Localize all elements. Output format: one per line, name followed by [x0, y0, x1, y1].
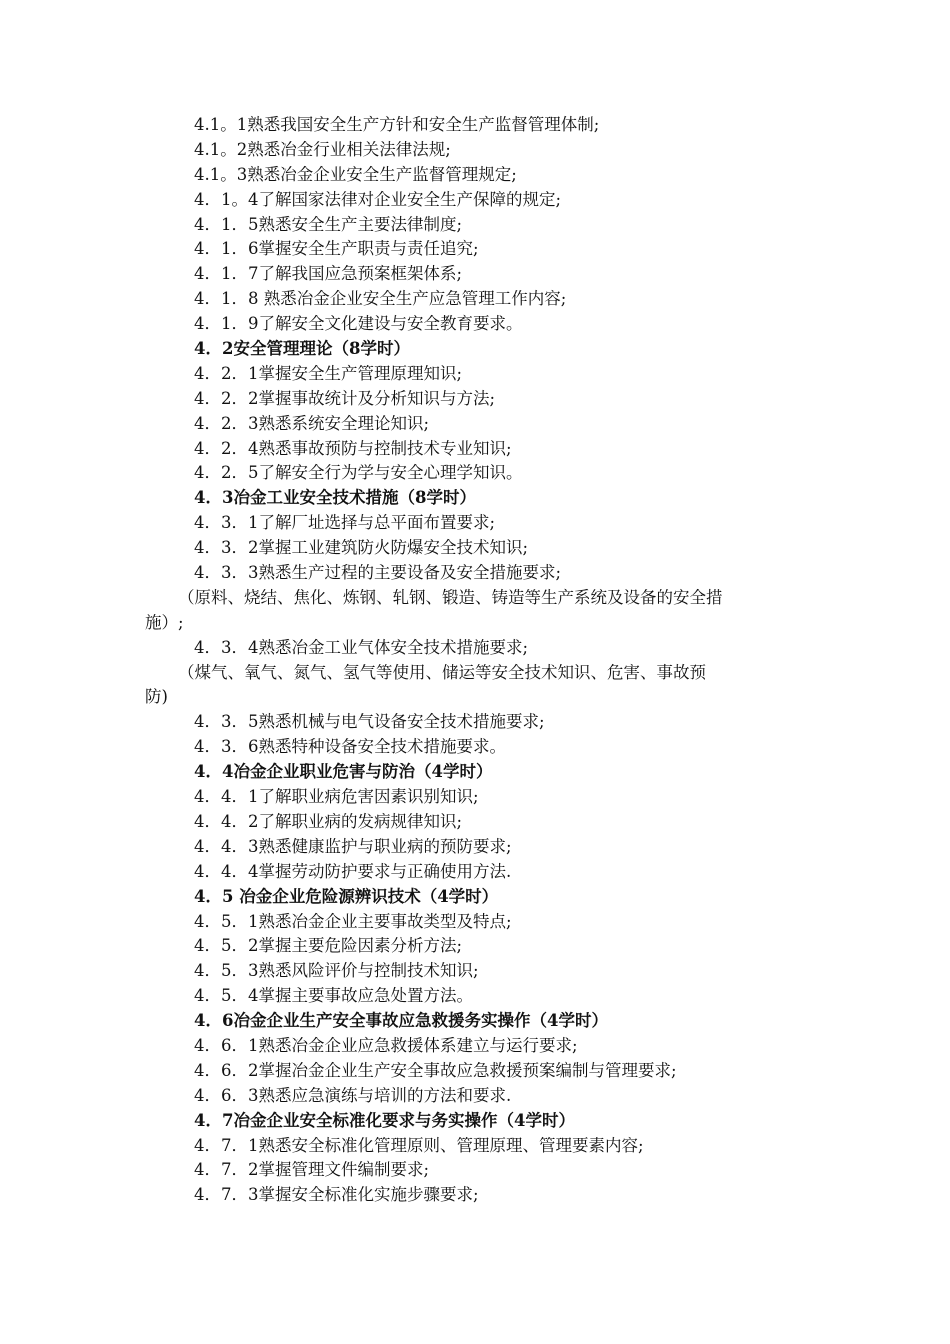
note-line: （煤气、氧气、氮气、氢气等使用、储运等安全技术知识、危害、事故预 — [178, 662, 706, 682]
list-item: 4．2．4熟悉事故预防与控制技术专业知识; — [194, 438, 512, 458]
section-heading: 4．6冶金企业生产安全事故应急救援务实操作（4学时） — [194, 1011, 608, 1031]
list-item: 4．7．3掌握安全标准化实施步骤要求; — [194, 1185, 479, 1205]
note-line: （原料、烧结、焦化、炼钢、轧钢、锻造、铸造等生产系统及设备的安全措 — [178, 587, 723, 607]
list-item: 4．6．3熟悉应急演练与培训的方法和要求. — [194, 1085, 512, 1105]
list-item: 4．2．1掌握安全生产管理原理知识; — [194, 363, 463, 383]
list-item: 4．3．5熟悉机械与电气设备安全技术措施要求; — [194, 712, 545, 732]
list-item: 4．1．6掌握安全生产职责与责任追究; — [194, 239, 479, 259]
list-item: 4．1。4了解国家法律对企业安全生产保障的规定; — [194, 189, 562, 209]
list-item: 4．3．3熟悉生产过程的主要设备及安全措施要求; — [194, 563, 562, 583]
list-item: 4．5．1熟悉冶金企业主要事故类型及特点; — [194, 911, 512, 931]
list-item: 4．1．5熟悉安全生产主要法律制度; — [194, 214, 463, 234]
list-item: 4．5．4掌握主要事故应急处置方法。 — [194, 986, 473, 1006]
note-line: 防) — [145, 687, 168, 707]
list-item: 4．1．8 熟悉冶金企业安全生产应急管理工作内容; — [194, 289, 567, 309]
list-item: 4．7．2掌握管理文件编制要求; — [194, 1160, 430, 1180]
section-heading: 4．4冶金企业职业危害与防治（4学时） — [194, 762, 493, 782]
list-item: 4．4．3熟悉健康监护与职业病的预防要求; — [194, 836, 512, 856]
list-item: 4．2．2掌握事故统计及分析知识与方法; — [194, 388, 496, 408]
list-item: 4．2．5了解安全行为学与安全心理学知识。 — [194, 463, 523, 483]
list-item: 4．4．1了解职业病危害因素识别知识; — [194, 787, 479, 807]
list-item: 4．5．2掌握主要危险因素分析方法; — [194, 936, 463, 956]
list-item: 4.1。2熟悉冶金行业相关法律法规; — [194, 139, 451, 159]
list-item: 4．2．3熟悉系统安全理论知识; — [194, 413, 430, 433]
list-item: 4．3．2掌握工业建筑防火防爆安全技术知识; — [194, 538, 529, 558]
note-line: 施）; — [145, 612, 184, 632]
list-item: 4．3．1了解厂址选择与总平面布置要求; — [194, 513, 496, 533]
list-item: 4．4．2了解职业病的发病规律知识; — [194, 811, 463, 831]
section-heading: 4．2安全管理理论（8学时） — [194, 339, 410, 359]
list-item: 4．5．3熟悉风险评价与控制技术知识; — [194, 961, 479, 981]
section-heading: 4．5 冶金企业危险源辨识技术（4学时） — [194, 886, 499, 906]
list-item: 4．6．1熟悉冶金企业应急救援体系建立与运行要求; — [194, 1035, 578, 1055]
list-item: 4．1．9了解安全文化建设与安全教育要求。 — [194, 314, 523, 334]
document-page — [0, 113, 950, 1208]
list-item: 4．7．1熟悉安全标准化管理原则、管理原理、管理要素内容; — [194, 1135, 644, 1155]
list-item: 4．4．4掌握劳动防护要求与正确使用方法. — [194, 861, 512, 881]
list-item: 4.1。3熟悉冶金企业安全生产监督管理规定; — [194, 164, 517, 184]
section-heading: 4．3冶金工业安全技术措施（8学时） — [194, 488, 476, 508]
list-item: 4．6．2掌握冶金企业生产安全事故应急救援预案编制与管理要求; — [194, 1060, 677, 1080]
list-item: 4．3．6熟悉特种设备安全技术措施要求。 — [194, 737, 506, 757]
list-item: 4．1．7了解我国应急预案框架体系; — [194, 264, 463, 284]
section-heading: 4．7冶金企业安全标准化要求与务实操作（4学时） — [194, 1110, 575, 1130]
list-item: 4．3．4熟悉冶金工业气体安全技术措施要求; — [194, 637, 529, 657]
list-item: 4.1。1熟悉我国安全生产方针和安全生产监督管理体制; — [194, 115, 600, 134]
